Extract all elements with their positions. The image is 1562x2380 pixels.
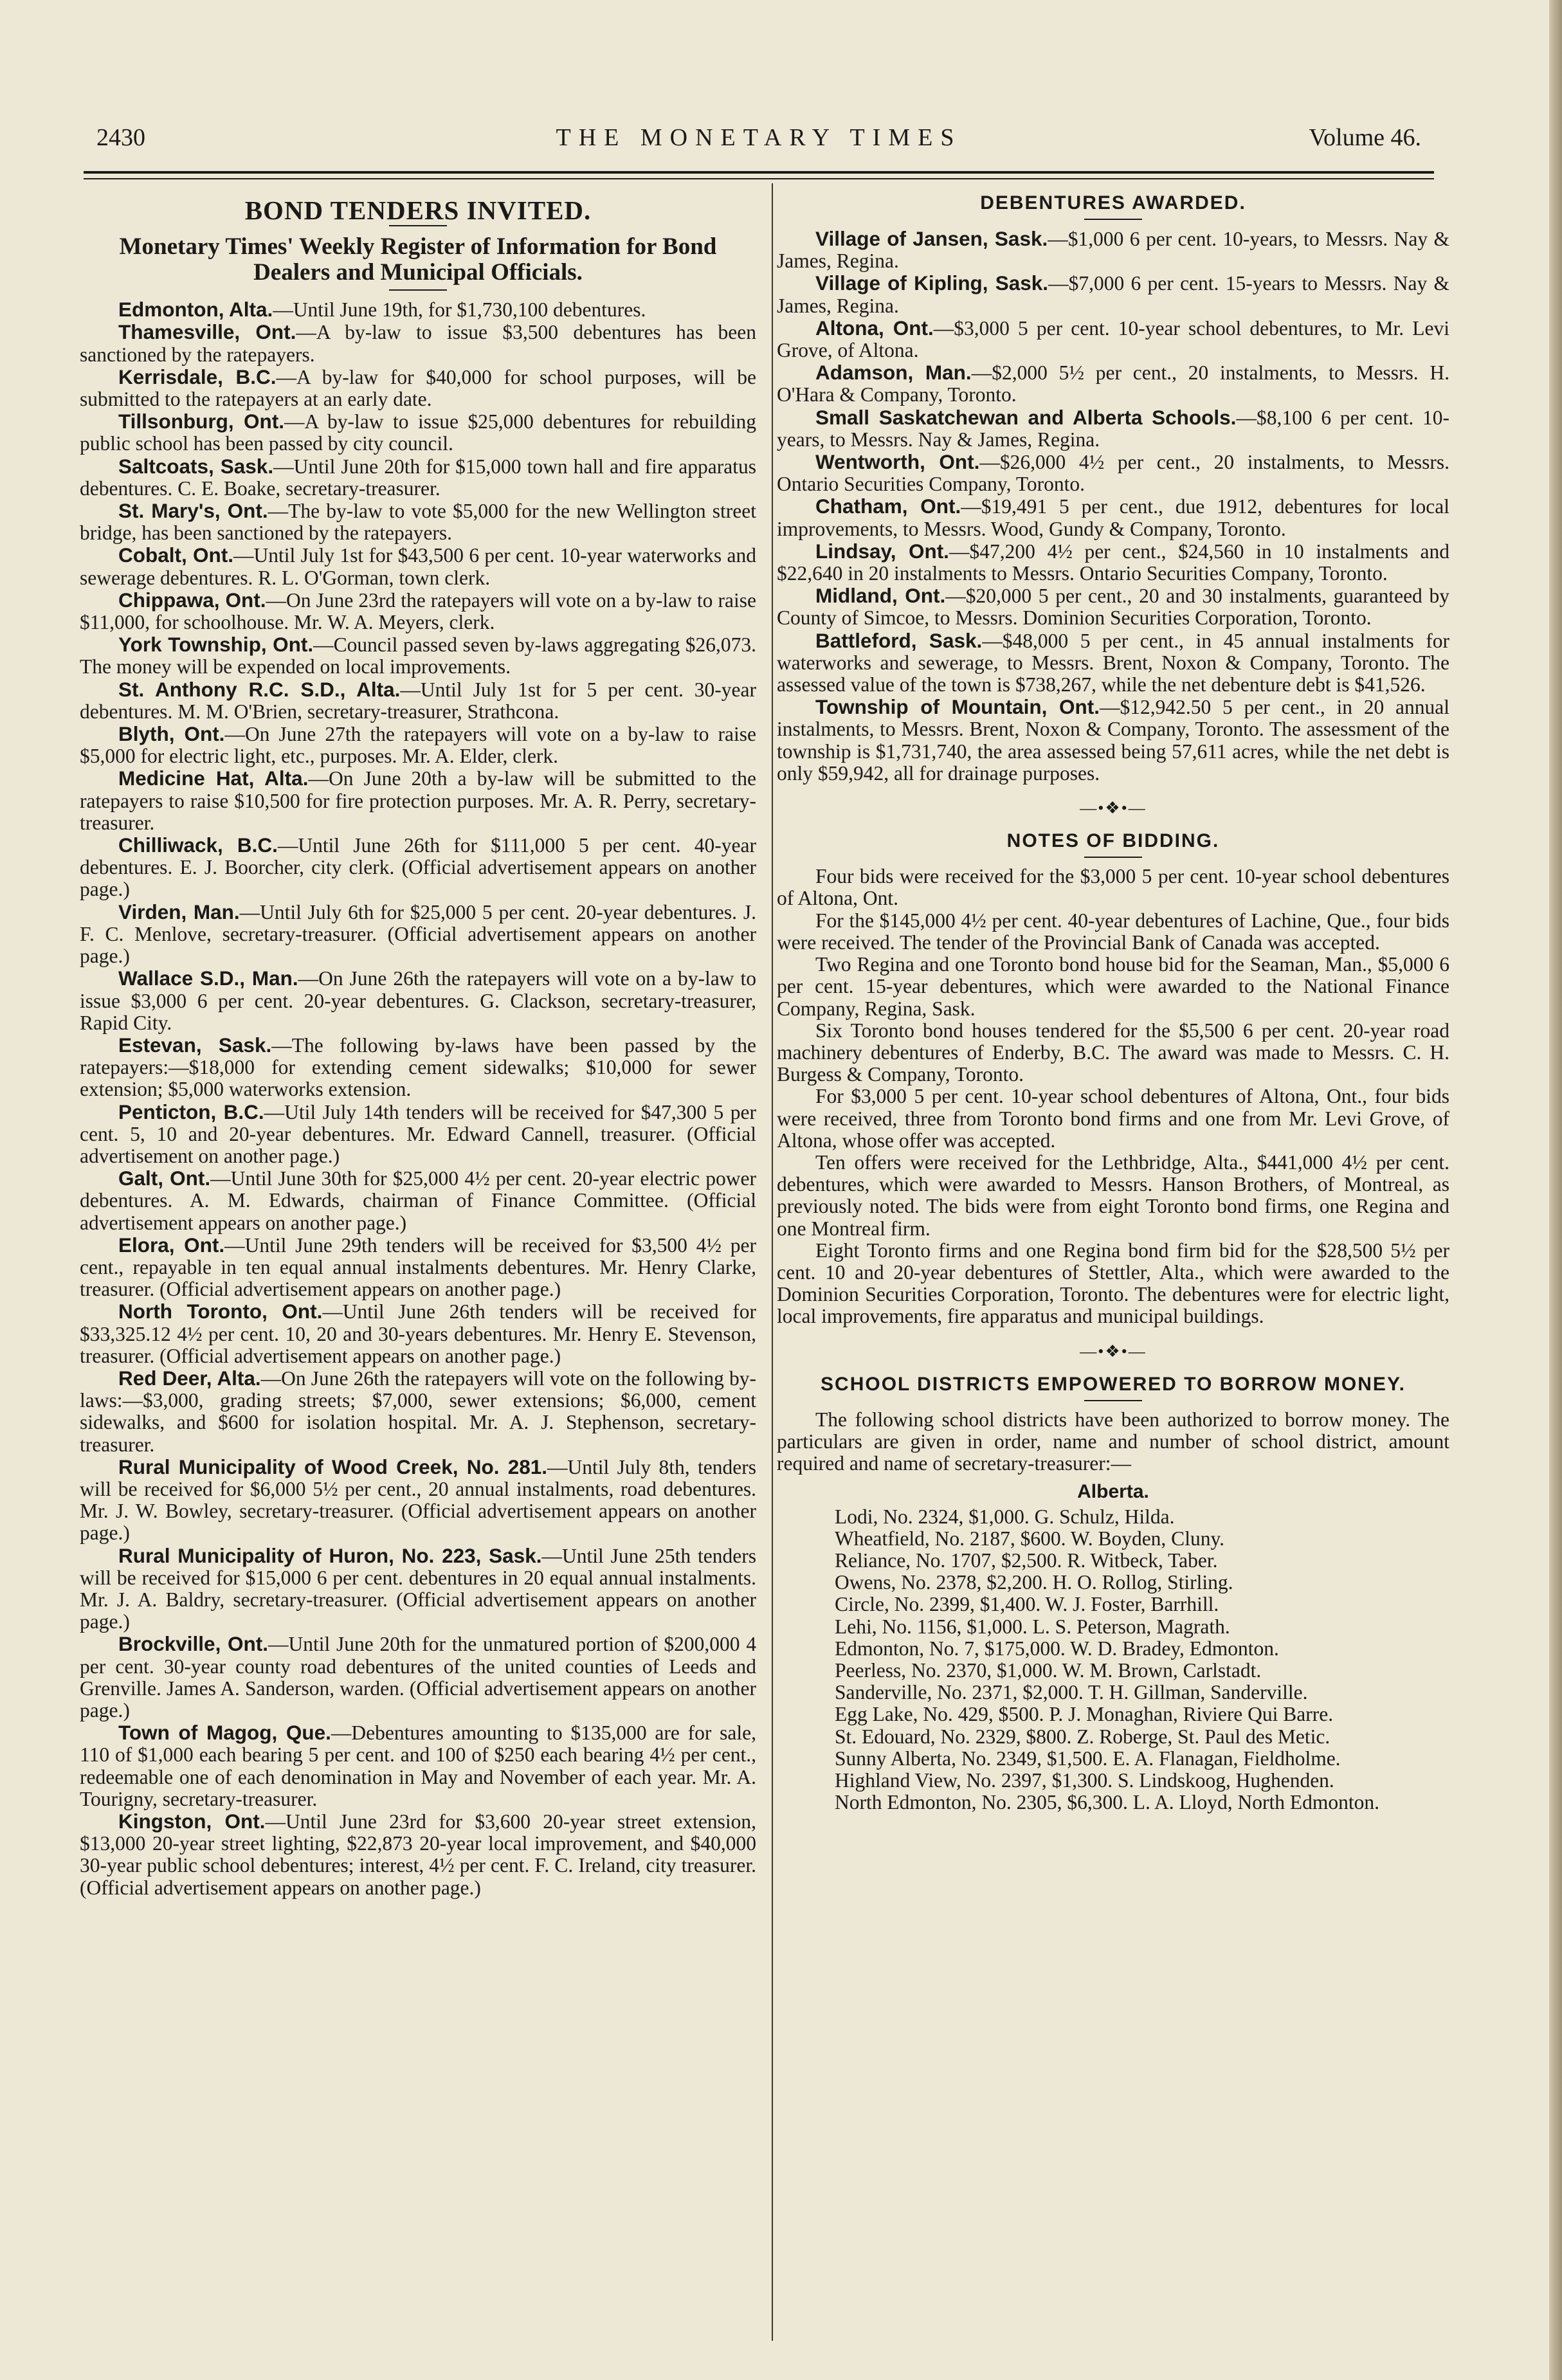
tender-entry-heading: Edmonton, Alta. [118, 298, 273, 322]
tender-entry-text: —On June 26th the ratepayers will vote on the following by-laws:—$3,000, grading streets; $7,000, sewer extensions; $6,000, cement sidewalks, and $600 for isolation hospital. Mr. A. J. Stephenson, secretary-treasurer. [80, 1367, 756, 1456]
tender-entry [80, 723, 756, 767]
tender-entry [80, 455, 756, 500]
bidding-note: Eight Toronto firms and one Regina bond firm bid for the $28,500 5½ per cent. 10 and 20-year debentures of Stettler, Alta., which were awarded to the Dominion Securities Corporation, Toronto. The debentures were for electric light, local improvements, fire apparatus and municipal buildings. [777, 1239, 1449, 1328]
tender-entry-text: —Until June 26th for $111,000 5 per cent. 40-year debentures. E. J. Boorcher, city clerk. (Official advertisement appears on another page.) [80, 834, 756, 901]
tender-entry [80, 366, 756, 410]
tender-entry [80, 1810, 756, 1899]
award-entry-heading: Village of Jansen, Sask. [815, 227, 1048, 250]
section-ornament: —•❖•— [1080, 1341, 1147, 1361]
title-rule [389, 225, 447, 226]
tender-entry [80, 1234, 756, 1301]
tender-entry-text: —The by-law to vote $5,000 for the new Wellington street bridge, has been sanctioned by the ratepayers. [80, 500, 756, 545]
publication-title: THE MONETARY TIMES [556, 124, 962, 151]
title-rule [1084, 219, 1142, 220]
section-subtitle: Monetary Times' Weekly Register of Information for Bond Dealers and Municipal Officials. [119, 233, 717, 286]
tender-entry-heading: Penticton, B.C. [118, 1100, 264, 1123]
school-district-item: Egg Lake, No. 429, $500. P. J. Monaghan, Riviere Qui Barre. [835, 1703, 1334, 1726]
tender-entry-text: —On June 23rd the ratepayers will vote on a by-law to raise $11,000, for schoolhouse. Mr. W. A. Meyers, clerk. [80, 588, 756, 634]
section-title-debentures-awarded: DEBENTURES AWARDED. [980, 192, 1246, 213]
tender-entry-heading: York Township, Ont. [118, 633, 314, 657]
tender-entry [80, 834, 756, 901]
tender-entry-text: —Until June 20th for the unmatured portion of $200,000 4 per cent. 30-year county road debentures of the united counties of Leeds and Grenville. James A. Sanderson, warden. (Official advertisement appears on another page.) [80, 1633, 756, 1721]
section-ornament: —•❖•— [1080, 799, 1147, 818]
tender-entry [80, 901, 756, 968]
tender-entry [80, 1167, 756, 1234]
award-entry-text: —$1,000 6 per cent. 10-years, to Messrs. Nay & James, Regina. [777, 228, 1450, 273]
award-entry [777, 585, 1449, 629]
award-entry-heading: Small Saskatchewan and Alberta Schools. [815, 405, 1237, 429]
debentures-awarded-list [777, 228, 1449, 785]
tender-entry-heading: Medicine Hat, Alta. [118, 767, 309, 790]
tender-entry-text: —On June 26th the ratepayers will vote on a by-law to issue $3,000 6 per cent. 20-year debentures. G. Clackson, secretary-treasurer, Rapid City. [80, 967, 756, 1034]
school-district-item: Lodi, No. 2324, $1,000. G. Schulz, Hilda. [835, 1505, 1175, 1528]
bidding-note: Four bids were received for the $3,000 5 per cent. 10-year school debentures of Altona, Ont. [777, 865, 1449, 910]
award-entry [777, 228, 1449, 272]
tender-entry-heading: Cobalt, Ont. [118, 543, 233, 567]
tender-entry-text: —Until June 19th, for $1,730,100 debentures. [273, 298, 646, 322]
tender-entry-heading: Town of Magog, Que. [118, 1721, 331, 1745]
tender-entry-heading: Chippawa, Ont. [118, 588, 266, 612]
tender-entry-heading: Kerrisdale, B.C. [118, 365, 277, 388]
tender-entry-text: —Until June 26th tenders will be received for $33,325.12 4½ per cent. 10, 20 and 30-years debentures. Mr. Henry E. Stevenson, treasurer. (Official advertisement appears on another page.) [80, 1300, 756, 1367]
bond-tender-list [80, 298, 756, 1899]
award-entry-heading: Battleford, Sask. [815, 628, 983, 652]
school-district-item: Owens, No. 2378, $2,200. H. O. Rollog, Stirling. [835, 1571, 1233, 1594]
tender-entry [80, 321, 756, 365]
header-rule-thin [84, 178, 1434, 179]
award-entry-heading: Chatham, Ont. [815, 495, 961, 518]
school-district-item: Highland View, No. 2397, $1,300. S. Lindskoog, Hughenden. [835, 1769, 1334, 1792]
tender-entry-text: —Until June 30th for $25,000 4½ per cent. 20-year electric power debentures. A. M. Edwards, chairman of Finance Committee. (Official advertisement appears on another page.) [80, 1167, 756, 1234]
tender-entry-text: —Until June 23rd for $3,600 20-year street extension, $13,000 20-year street lighting, $22,873 20-year local improvement, and $40,000 30-year public school debentures; interest, 4½ per cent. F. C. Ireland, city treasurer. (Official advertisement appears on another page.) [80, 1810, 757, 1899]
tender-entry-heading: St. Anthony R.C. S.D., Alta. [118, 677, 401, 701]
tender-entry-heading: Elora, Ont. [118, 1233, 225, 1257]
page-edge [1549, 0, 1562, 2380]
header-rule [84, 171, 1434, 174]
tender-entry [80, 544, 756, 588]
award-entry-text: —$3,000 5 per cent. 10-year school debentures, to Mr. Levi Grove, of Altona. [777, 316, 1449, 362]
tender-entry-text: —Until July 8th, tenders will be received for $6,000 5½ per cent., 20 annual instalments, road debentures. Mr. J. W. Bowley, secretary-treasurer. (Official advertisement appears on another page.) [80, 1455, 757, 1545]
tender-entry-heading: Brockville, Ont. [118, 1632, 268, 1656]
bidding-note: Six Toronto bond houses tendered for the $5,500 6 per cent. 20-year road machinery debentures of Enderby, B.C. The award was made to Messrs. C. H. Burgess & Company, Toronto. [777, 1019, 1449, 1086]
award-entry [777, 696, 1449, 785]
tender-entry-heading: Kingston, Ont. [118, 1810, 266, 1833]
school-district-item: Wheatfield, No. 2187, $600. W. Boyden, Cluny. [835, 1527, 1225, 1550]
award-entry-heading: Lindsay, Ont. [815, 539, 949, 563]
tender-entry-text: —Until July 1st for $43,500 6 per cent. 10-year waterworks and sewerage debentures. R. L. O'Gorman, town clerk. [80, 544, 756, 589]
tender-entry-heading: Red Deer, Alta. [118, 1366, 261, 1390]
page-number: 2430 [96, 124, 145, 151]
tender-entry-text: —A by-law to issue $3,500 debentures has been sanctioned by the ratepayers. [80, 321, 756, 366]
tender-entry [80, 967, 756, 1034]
tender-entry [80, 410, 756, 455]
tender-entry [80, 1545, 756, 1633]
province-heading: Alberta. [1077, 1481, 1149, 1503]
tender-entry-heading: St. Mary's, Ont. [118, 499, 268, 523]
title-rule [1084, 1400, 1142, 1401]
school-district-item: Sanderville, No. 2371, $2,000. T. H. Gillman, Sanderville. [835, 1681, 1308, 1704]
tender-entry-text: —On June 27th the ratepayers will vote on a by-law to raise $5,000 for electric light, etc., purposes. Mr. A. Elder, clerk. [80, 723, 756, 768]
award-entry-text: —$26,000 4½ per cent., 20 instalments, to Messrs. Ontario Securities Company, Toronto. [777, 451, 1449, 496]
award-entry-text: —$7,000 6 per cent. 15-years to Messrs. Nay & James, Regina. [777, 272, 1450, 317]
tender-entry-heading: Blyth, Ont. [118, 722, 225, 746]
tender-entry-heading: Wallace S.D., Man. [118, 967, 298, 990]
tender-entry-heading: Rural Municipality of Wood Creek, No. 281. [118, 1455, 548, 1478]
award-entry [777, 540, 1449, 585]
tender-entry-heading: North Toronto, Ont. [118, 1300, 323, 1323]
section-title-bond-tenders: BOND TENDERS INVITED. [244, 195, 592, 225]
right-column [777, 186, 1449, 1813]
bidding-note: Two Regina and one Toronto bond house bid for the Seaman, Man., $5,000 6 per cent. 15-year debentures, which were awarded to the National Finance Company, Regina, Sask. [777, 953, 1449, 1020]
tender-entry [80, 589, 756, 633]
tender-entry-heading: Tillsonburg, Ont. [118, 410, 285, 433]
award-entry-heading: Township of Mountain, Ont. [815, 695, 1100, 719]
volume-label: Volume 46. [1309, 124, 1421, 151]
award-entry-heading: Village of Kipling, Sask. [815, 271, 1049, 295]
school-district-item: Lehi, No. 1156, $1,000. L. S. Peterson, Magrath. [835, 1615, 1230, 1638]
section-title-school-districts: SCHOOL DISTRICTS EMPOWERED TO BORROW MONEY. [821, 1373, 1406, 1395]
column-divider [772, 183, 773, 2341]
tender-entry-heading: Virden, Man. [118, 900, 240, 923]
subtitle-rule [389, 289, 447, 291]
tender-entry [80, 1456, 756, 1545]
tender-entry-heading: Rural Municipality of Huron, No. 223, Sask. [118, 1543, 542, 1567]
tender-entry [80, 1300, 756, 1367]
school-district-list [777, 1506, 1449, 1814]
tender-entry-heading: Thamesville, Ont. [118, 320, 296, 344]
tender-entry-text: —The following by-laws have been passed by the ratepayers:—$18,000 for extending cement sidewalks; $10,000 for sewer extension; $5,000 waterworks extension. [80, 1033, 756, 1101]
bidding-note: For the $145,000 4½ per cent. 40-year debentures of Lachine, Que., four bids were received. The tender of the Provincial Bank of Canada was accepted. [777, 909, 1449, 954]
school-district-item: Sunny Alberta, No. 2349, $1,500. E. A. Flanagan, Fieldholme. [835, 1747, 1341, 1770]
award-entry-heading: Altona, Ont. [815, 316, 934, 340]
award-entry [777, 495, 1449, 540]
tender-entry [80, 1101, 756, 1168]
tender-entry [80, 1367, 756, 1456]
tender-entry-heading: Estevan, Sask. [118, 1033, 272, 1057]
award-entry-text: —$12,942.50 5 per cent., in 20 annual instalments, to Messrs. Brent, Noxon & Company, Toronto. The assessment of the township is $1,731,740, the area assessed being 57,611 acres, while the net debt is only $59,942, all for drainage purposes. [777, 696, 1449, 785]
tender-entry-heading: Galt, Ont. [118, 1167, 211, 1190]
award-entry [777, 451, 1449, 495]
award-entry [777, 272, 1449, 316]
tender-entry [80, 633, 756, 678]
bidding-note: For $3,000 5 per cent. 10-year school debentures of Altona, Ont., four bids were received, three from Toronto bond firms and one from Mr. Levi Grove, of Altona, whose offer was accepted. [777, 1085, 1449, 1152]
award-entry-text: —$8,100 6 per cent. 10-years, to Messrs. Nay & James, Regina. [777, 406, 1449, 451]
tender-entry [80, 298, 756, 321]
award-entry-text: —$20,000 5 per cent., 20 and 30 instalments, guaranteed by County of Simcoe, to Messrs. Dominion Securities Corporation, Toronto. [777, 585, 1449, 630]
tender-entry [80, 500, 756, 544]
tender-entry [80, 767, 756, 834]
tender-entry-heading: Saltcoats, Sask. [118, 454, 274, 478]
award-entry [777, 406, 1449, 451]
tender-entry [80, 1034, 756, 1101]
tender-entry-heading: Chilliwack, B.C. [118, 833, 278, 857]
tender-entry-text: —Until June 29th tenders will be received for $3,500 4½ per cent., repayable in ten equal annual instalments debentures. Mr. Henry Clarke, treasurer. (Official advertisement appears on another page.) [80, 1233, 756, 1301]
bidding-note: Ten offers were received for the Lethbridge, Alta., $441,000 4½ per cent. debentures, which were awarded to Messrs. Hanson Brothers, of Montreal, as previously noted. The bids were from eight Toronto bond firms, one Regina and one Montreal firm. [777, 1150, 1449, 1240]
school-district-item: Edmonton, No. 7, $175,000. W. D. Bradey, Edmonton. [835, 1637, 1279, 1660]
left-column [80, 186, 756, 1899]
school-district-item: Circle, No. 2399, $1,400. W. J. Foster, Barrhill. [835, 1593, 1219, 1616]
tender-entry-text: —Until June 20th for $15,000 town hall and fire apparatus debentures. C. E. Boake, secretary-treasurer. [80, 455, 756, 500]
tender-entry-text: —Debentures amounting to $135,000 are for sale, 110 of $1,000 each bearing 5 per cent. and 100 of $250 each bearing 4½ per cent., redeemable one of each denomination in May and November of each year. Mr. A. Tourigny, secretary-treasurer. [80, 1721, 756, 1810]
award-entry [777, 630, 1449, 696]
award-entry-heading: Wentworth, Ont. [815, 450, 980, 474]
tender-entry-text: —Until June 25th tenders will be received for $15,000 6 per cent. debentures in 20 equal annual instalments. Mr. J. A. Baldry, secretary-treasurer. (Official advertisement appears on another page.) [80, 1544, 756, 1633]
school-districts-intro: The following school districts have been authorized to borrow money. The particulars are given in order, name and number of school district, amount required and name of secretary-treasurer:— [777, 1408, 1449, 1475]
running-header [96, 123, 1421, 162]
award-entry-heading: Adamson, Man. [815, 361, 972, 385]
tender-entry-text: —Util July 14th tenders will be received for $47,300 5 per cent. 5, 10 and 20-year debentures. Mr. Edward Cannell, treasurer. (Official advertisement on another page.) [80, 1100, 756, 1167]
tender-entry-text: —On June 20th a by-law will be submitted to the ratepayers to raise $10,500 for fire protection purposes. Mr. A. R. Perry, secretary-treasurer. [80, 767, 756, 834]
tender-entry-text: —Council passed seven by-laws aggregating $26,073. The money will be expended on local improvements. [80, 633, 756, 678]
award-entry-text: —$47,200 4½ per cent., $24,560 in 10 instalments and $22,640 in 20 instalments to Messrs. Ontario Securities Company, Toronto. [777, 540, 1449, 585]
title-rule [1084, 857, 1142, 858]
school-district-item: St. Edouard, No. 2329, $800. Z. Roberge, St. Paul des Metic. [835, 1725, 1330, 1748]
award-entry-text: —$48,000 5 per cent., in 45 annual instalments for waterworks and sewerage, to Messrs. Brent, Noxon & Company, Toronto. The assessed value of the town is $738,267, while the net debenture debt is $41,526. [777, 629, 1449, 696]
tender-entry-text: —Until July 6th for $25,000 5 per cent. 20-year debentures. J. F. C. Menlove, secretary-treasurer. (Official advertisement appears on another page.) [80, 900, 756, 968]
school-district-item: North Edmonton, No. 2305, $6,300. L. A. Lloyd, North Edmonton. [835, 1791, 1379, 1814]
tender-entry [80, 678, 756, 723]
tender-entry-text: —A by-law for $40,000 for school purposes, will be submitted to the ratepayers at an early date. [80, 365, 756, 411]
notes-of-bidding-list [777, 866, 1449, 1327]
award-entry [777, 317, 1449, 361]
school-district-item: Peerless, No. 2370, $1,000. W. M. Brown, Carlstadt. [835, 1658, 1262, 1682]
tender-entry [80, 1721, 756, 1810]
award-entry-heading: Midland, Ont. [815, 584, 946, 608]
award-entry-text: —$19,491 5 per cent., due 1912, debentures for local improvements, to Messrs. Wood, Gundy & Company, Toronto. [777, 495, 1449, 540]
section-title-notes-of-bidding: NOTES OF BIDDING. [1006, 830, 1220, 852]
tender-entry-text: —A by-law to issue $25,000 debentures for rebuilding public school has been passed by city council. [80, 410, 756, 455]
tender-entry-text: —Until July 1st for 5 per cent. 30-year debentures. M. M. O'Brien, secretary-treasurer, Strathcona. [80, 678, 756, 723]
school-district-item: Reliance, No. 1707, $2,500. R. Witbeck, Taber. [835, 1549, 1218, 1572]
tender-entry [80, 1633, 756, 1721]
award-entry-text: —$2,000 5½ per cent., 20 instalments, to Messrs. H. O'Hara & Company, Toronto. [777, 361, 1449, 406]
award-entry [777, 361, 1449, 406]
